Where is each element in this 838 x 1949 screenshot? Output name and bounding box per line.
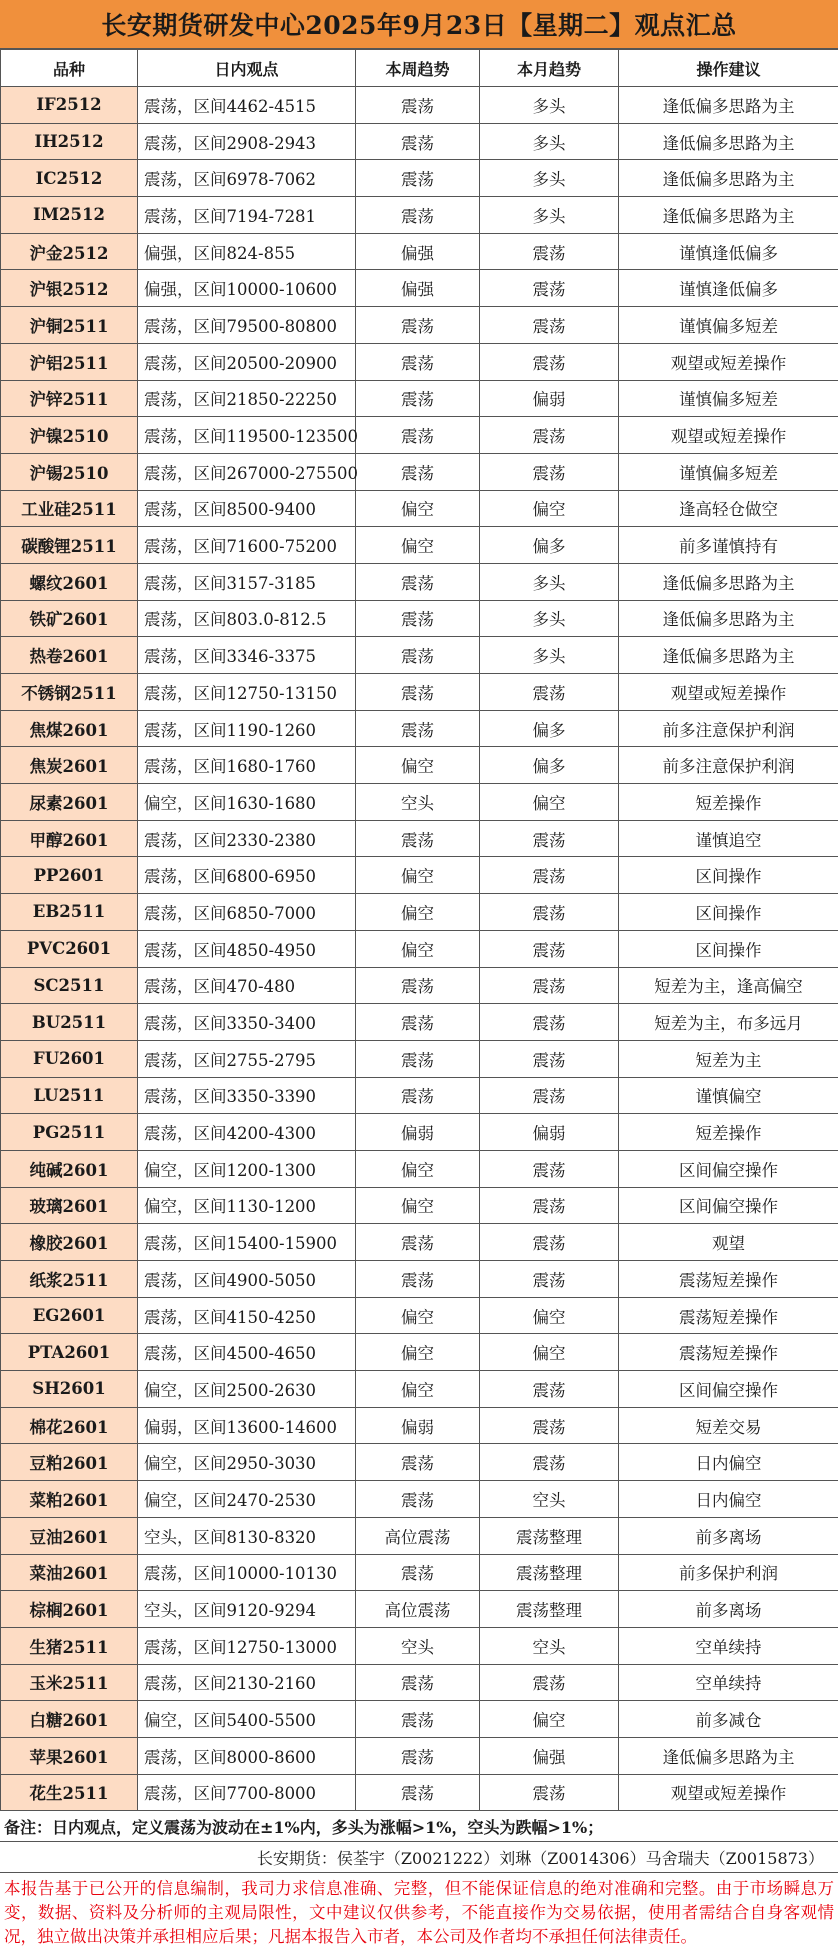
cell-intraday-view: 震荡，区间10000-10130 [138,1554,356,1591]
cell-month-trend: 多头 [480,600,619,637]
cell-week-trend: 震荡 [356,123,480,160]
cell-variety: 橡胶2601 [1,1224,138,1261]
cell-advice: 逢低偏多思路为主 [619,1737,838,1774]
cell-week-trend: 震荡 [356,87,480,124]
cell-variety: 纸浆2511 [1,1261,138,1298]
cell-week-trend: 震荡 [356,820,480,857]
cell-week-trend: 震荡 [356,600,480,637]
cell-advice: 观望或短差操作 [619,1774,838,1811]
cell-intraday-view: 空头，区间8130-8320 [138,1517,356,1554]
cell-month-trend: 空头 [480,1481,619,1518]
cell-intraday-view: 震荡，区间119500-123500 [138,417,356,454]
cell-advice: 逢低偏多思路为主 [619,123,838,160]
cell-week-trend: 震荡 [356,967,480,1004]
cell-variety: 白糖2601 [1,1701,138,1738]
cell-week-trend: 偏空 [356,747,480,784]
cell-intraday-view: 震荡，区间803.0-812.5 [138,600,356,637]
table-row [1,747,838,784]
table-row [1,1774,838,1811]
cell-intraday-view: 震荡，区间3350-3390 [138,1077,356,1114]
cell-variety: 纯碱2601 [1,1150,138,1187]
table-row [1,453,838,490]
cell-week-trend: 高位震荡 [356,1517,480,1554]
cell-advice: 区间偏空操作 [619,1371,838,1408]
cell-month-trend: 偏弱 [480,380,619,417]
table-row [1,87,838,124]
cell-week-trend: 偏空 [356,857,480,894]
table-row [1,1334,838,1371]
cell-variety: PG2511 [1,1114,138,1151]
cell-intraday-view: 偏空，区间2500-2630 [138,1371,356,1408]
cell-month-trend: 震荡 [480,1224,619,1261]
cell-month-trend: 偏空 [480,784,619,821]
table-row [1,894,838,931]
cell-month-trend: 震荡 [480,453,619,490]
cell-intraday-view: 震荡，区间4500-4650 [138,1334,356,1371]
cell-intraday-view: 震荡，区间8500-9400 [138,490,356,527]
table-row [1,1407,838,1444]
table-row [1,1517,838,1554]
cell-variety: 不锈钢2511 [1,674,138,711]
cell-variety: 苹果2601 [1,1737,138,1774]
cell-variety: 沪铝2511 [1,343,138,380]
cell-week-trend: 高位震荡 [356,1591,480,1628]
table-row [1,637,838,674]
cell-month-trend: 多头 [480,87,619,124]
cell-month-trend: 震荡 [480,1774,619,1811]
cell-advice: 区间操作 [619,857,838,894]
cell-intraday-view: 偏空，区间2470-2530 [138,1481,356,1518]
cell-intraday-view: 震荡，区间6850-7000 [138,894,356,931]
cell-variety: 沪银2512 [1,270,138,307]
table-row [1,1481,838,1518]
cell-advice: 区间操作 [619,930,838,967]
cell-month-trend: 多头 [480,563,619,600]
cell-week-trend: 偏空 [356,894,480,931]
cell-month-trend: 震荡 [480,967,619,1004]
cell-advice: 日内偏空 [619,1481,838,1518]
cell-advice: 短差交易 [619,1407,838,1444]
cell-intraday-view: 震荡，区间4200-4300 [138,1114,356,1151]
cell-variety: BU2511 [1,1004,138,1041]
cell-week-trend: 偏空 [356,490,480,527]
cell-month-trend: 震荡整理 [480,1554,619,1591]
cell-variety: 螺纹2601 [1,563,138,600]
cell-month-trend: 偏弱 [480,1114,619,1151]
cell-advice: 逢高轻仓做空 [619,490,838,527]
cell-advice: 逢低偏多思路为主 [619,197,838,234]
cell-intraday-view: 震荡，区间3350-3400 [138,1004,356,1041]
analyst-credits: 长安期货：侯荃宇（Z0021222）刘琳（Z0014306）马舍瑞夫（Z0015873） [0,1842,838,1873]
cell-week-trend: 偏空 [356,1371,480,1408]
cell-week-trend: 震荡 [356,197,480,234]
cell-month-trend: 震荡整理 [480,1591,619,1628]
cell-intraday-view: 偏弱，区间13600-14600 [138,1407,356,1444]
header-week-trend: 本周趋势 [356,50,480,87]
table-row [1,600,838,637]
cell-week-trend: 震荡 [356,160,480,197]
cell-week-trend: 震荡 [356,1444,480,1481]
cell-intraday-view: 震荡，区间1680-1760 [138,747,356,784]
cell-variety: 菜油2601 [1,1554,138,1591]
cell-advice: 区间操作 [619,894,838,931]
cell-week-trend: 震荡 [356,563,480,600]
cell-week-trend: 偏强 [356,270,480,307]
cell-month-trend: 震荡 [480,307,619,344]
cell-advice: 观望 [619,1224,838,1261]
cell-variety: EB2511 [1,894,138,931]
cell-week-trend: 震荡 [356,1040,480,1077]
cell-advice: 前多减仓 [619,1701,838,1738]
cell-intraday-view: 震荡，区间7700-8000 [138,1774,356,1811]
cell-intraday-view: 震荡，区间12750-13000 [138,1627,356,1664]
cell-intraday-view: 震荡，区间4900-5050 [138,1261,356,1298]
cell-month-trend: 震荡 [480,1444,619,1481]
cell-advice: 谨慎偏多短差 [619,453,838,490]
cell-variety: 铁矿2601 [1,600,138,637]
cell-week-trend: 偏空 [356,1150,480,1187]
table-row [1,930,838,967]
cell-intraday-view: 震荡，区间3157-3185 [138,563,356,600]
cell-week-trend: 震荡 [356,307,480,344]
table-row [1,857,838,894]
cell-variety: 沪锌2511 [1,380,138,417]
cell-week-trend: 震荡 [356,380,480,417]
views-table [0,49,838,1811]
cell-week-trend: 偏弱 [356,1114,480,1151]
cell-week-trend: 震荡 [356,710,480,747]
table-row [1,1297,838,1334]
cell-intraday-view: 震荡，区间7194-7281 [138,197,356,234]
header-variety: 品种 [1,50,138,87]
cell-advice: 观望或短差操作 [619,343,838,380]
cell-advice: 观望或短差操作 [619,674,838,711]
cell-month-trend: 震荡 [480,270,619,307]
cell-month-trend: 偏多 [480,710,619,747]
table-header-row [1,50,838,87]
cell-advice: 谨慎偏多短差 [619,380,838,417]
cell-variety: IC2512 [1,160,138,197]
table-row [1,1627,838,1664]
cell-variety: 沪铜2511 [1,307,138,344]
header-intraday: 日内观点 [138,50,356,87]
cell-month-trend: 震荡 [480,894,619,931]
cell-variety: 玉米2511 [1,1664,138,1701]
cell-week-trend: 偏空 [356,1187,480,1224]
cell-month-trend: 多头 [480,197,619,234]
table-row [1,1004,838,1041]
cell-intraday-view: 震荡，区间2130-2160 [138,1664,356,1701]
cell-variety: SH2601 [1,1371,138,1408]
cell-week-trend: 空头 [356,784,480,821]
cell-variety: SC2511 [1,967,138,1004]
cell-intraday-view: 震荡，区间15400-15900 [138,1224,356,1261]
cell-intraday-view: 震荡，区间2330-2380 [138,820,356,857]
cell-intraday-view: 震荡，区间12750-13150 [138,674,356,711]
cell-month-trend: 多头 [480,637,619,674]
table-row [1,1261,838,1298]
cell-week-trend: 偏强 [356,233,480,270]
cell-advice: 空单续持 [619,1664,838,1701]
cell-month-trend: 震荡 [480,674,619,711]
table-row [1,784,838,821]
cell-variety: PTA2601 [1,1334,138,1371]
table-row [1,233,838,270]
cell-advice: 区间偏空操作 [619,1187,838,1224]
cell-variety: 甲醇2601 [1,820,138,857]
cell-advice: 区间偏空操作 [619,1150,838,1187]
table-row [1,710,838,747]
cell-month-trend: 震荡整理 [480,1517,619,1554]
table-row [1,1737,838,1774]
cell-intraday-view: 偏强，区间824-855 [138,233,356,270]
cell-week-trend: 震荡 [356,1701,480,1738]
cell-intraday-view: 震荡，区间6800-6950 [138,857,356,894]
cell-variety: IH2512 [1,123,138,160]
cell-month-trend: 震荡 [480,1261,619,1298]
table-row [1,270,838,307]
cell-week-trend: 偏空 [356,1334,480,1371]
table-row [1,967,838,1004]
table-body [1,87,838,1811]
cell-advice: 前多保护利润 [619,1554,838,1591]
cell-month-trend: 震荡 [480,930,619,967]
cell-month-trend: 震荡 [480,343,619,380]
table-row [1,1701,838,1738]
cell-advice: 前多离场 [619,1591,838,1628]
cell-advice: 震荡短差操作 [619,1297,838,1334]
cell-variety: 棉花2601 [1,1407,138,1444]
cell-month-trend: 震荡 [480,233,619,270]
cell-month-trend: 震荡 [480,820,619,857]
cell-intraday-view: 偏空，区间1130-1200 [138,1187,356,1224]
cell-month-trend: 震荡 [480,1150,619,1187]
cell-variety: PVC2601 [1,930,138,967]
table-row [1,1444,838,1481]
cell-month-trend: 震荡 [480,1187,619,1224]
cell-intraday-view: 空头，区间9120-9294 [138,1591,356,1628]
table-row [1,197,838,234]
cell-month-trend: 多头 [480,123,619,160]
cell-month-trend: 空头 [480,1627,619,1664]
cell-variety: 豆粕2601 [1,1444,138,1481]
cell-month-trend: 震荡 [480,1664,619,1701]
cell-intraday-view: 偏空，区间1630-1680 [138,784,356,821]
cell-intraday-view: 偏空，区间2950-3030 [138,1444,356,1481]
table-row [1,343,838,380]
table-row [1,1591,838,1628]
table-row [1,1664,838,1701]
cell-variety: 工业硅2511 [1,490,138,527]
table-row [1,1554,838,1591]
cell-intraday-view: 震荡，区间4150-4250 [138,1297,356,1334]
cell-variety: 碳酸锂2511 [1,527,138,564]
cell-advice: 逢低偏多思路为主 [619,637,838,674]
cell-variety: 生猪2511 [1,1627,138,1664]
cell-advice: 前多注意保护利润 [619,710,838,747]
table-row [1,1114,838,1151]
cell-advice: 短差操作 [619,784,838,821]
cell-week-trend: 偏空 [356,930,480,967]
table-row [1,563,838,600]
table-row [1,1224,838,1261]
cell-week-trend: 震荡 [356,417,480,454]
table-row [1,160,838,197]
cell-advice: 短差为主 [619,1040,838,1077]
cell-advice: 日内偏空 [619,1444,838,1481]
cell-variety: 沪锡2510 [1,453,138,490]
table-row [1,123,838,160]
table-row [1,674,838,711]
cell-week-trend: 震荡 [356,1554,480,1591]
cell-week-trend: 偏空 [356,1297,480,1334]
cell-month-trend: 偏多 [480,527,619,564]
page-title: 长安期货研发中心2025年9月23日【星期二】观点汇总 [0,0,838,49]
cell-week-trend: 震荡 [356,1261,480,1298]
cell-variety: PP2601 [1,857,138,894]
cell-intraday-view: 偏强，区间10000-10600 [138,270,356,307]
cell-week-trend: 震荡 [356,1004,480,1041]
cell-variety: FU2601 [1,1040,138,1077]
cell-advice: 短差为主，逢高偏空 [619,967,838,1004]
cell-intraday-view: 震荡，区间267000-275500 [138,453,356,490]
cell-variety: LU2511 [1,1077,138,1114]
cell-advice: 空单续持 [619,1627,838,1664]
cell-month-trend: 震荡 [480,1407,619,1444]
cell-month-trend: 偏空 [480,490,619,527]
cell-variety: 焦炭2601 [1,747,138,784]
cell-week-trend: 震荡 [356,1737,480,1774]
table-row [1,380,838,417]
table-row [1,820,838,857]
cell-week-trend: 震荡 [356,637,480,674]
cell-week-trend: 震荡 [356,453,480,490]
cell-month-trend: 震荡 [480,857,619,894]
cell-intraday-view: 震荡，区间6978-7062 [138,160,356,197]
cell-week-trend: 震荡 [356,674,480,711]
header-advice: 操作建议 [619,50,838,87]
cell-month-trend: 震荡 [480,1371,619,1408]
cell-variety: IM2512 [1,197,138,234]
cell-week-trend: 震荡 [356,1664,480,1701]
cell-intraday-view: 震荡，区间2755-2795 [138,1040,356,1077]
cell-advice: 短差操作 [619,1114,838,1151]
cell-advice: 震荡短差操作 [619,1334,838,1371]
table-row [1,527,838,564]
cell-advice: 前多离场 [619,1517,838,1554]
cell-week-trend: 震荡 [356,1224,480,1261]
table-row [1,1077,838,1114]
cell-week-trend: 偏空 [356,527,480,564]
cell-variety: 玻璃2601 [1,1187,138,1224]
cell-advice: 逢低偏多思路为主 [619,563,838,600]
cell-variety: EG2601 [1,1297,138,1334]
table-row [1,1040,838,1077]
cell-intraday-view: 震荡，区间4462-4515 [138,87,356,124]
cell-month-trend: 偏空 [480,1701,619,1738]
cell-advice: 谨慎逢低偏多 [619,233,838,270]
cell-week-trend: 震荡 [356,1077,480,1114]
cell-variety: 热卷2601 [1,637,138,674]
cell-variety: 尿素2601 [1,784,138,821]
cell-month-trend: 震荡 [480,1040,619,1077]
disclaimer: 本报告基于已公开的信息编制，我司力求信息准确、完整，但不能保证信息的绝对准确和完整。由于市场瞬息万变，数据、资料及分析师的主观局限性，文中建议仅供参考，不能直接作为交易依据，使用者需结合自身客观情况，独立做出决策并承担相应后果；凡据本报告入市者，本公司及作者均不承担任何法律责任。 [0,1873,838,1949]
table-row [1,417,838,454]
cell-month-trend: 偏空 [480,1334,619,1371]
cell-week-trend: 震荡 [356,1774,480,1811]
table-row [1,1150,838,1187]
table-row [1,1187,838,1224]
table-row [1,490,838,527]
cell-intraday-view: 偏空，区间1200-1300 [138,1150,356,1187]
cell-month-trend: 震荡 [480,1004,619,1041]
cell-month-trend: 多头 [480,160,619,197]
header-month-trend: 本月趋势 [480,50,619,87]
cell-variety: 焦煤2601 [1,710,138,747]
cell-intraday-view: 震荡，区间71600-75200 [138,527,356,564]
cell-intraday-view: 震荡，区间8000-8600 [138,1737,356,1774]
cell-month-trend: 偏多 [480,747,619,784]
cell-intraday-view: 震荡，区间4850-4950 [138,930,356,967]
cell-advice: 谨慎逢低偏多 [619,270,838,307]
cell-advice: 谨慎追空 [619,820,838,857]
cell-advice: 短差为主，布多远月 [619,1004,838,1041]
cell-intraday-view: 震荡，区间470-480 [138,967,356,1004]
cell-month-trend: 震荡 [480,417,619,454]
cell-week-trend: 震荡 [356,343,480,380]
table-row [1,307,838,344]
cell-advice: 前多谨慎持有 [619,527,838,564]
cell-advice: 逢低偏多思路为主 [619,600,838,637]
cell-advice: 逢低偏多思路为主 [619,160,838,197]
cell-variety: 沪金2512 [1,233,138,270]
cell-week-trend: 震荡 [356,1481,480,1518]
cell-advice: 逢低偏多思路为主 [619,87,838,124]
cell-advice: 谨慎偏空 [619,1077,838,1114]
cell-variety: 菜粕2601 [1,1481,138,1518]
cell-intraday-view: 震荡，区间21850-22250 [138,380,356,417]
cell-intraday-view: 震荡，区间79500-80800 [138,307,356,344]
cell-week-trend: 空头 [356,1627,480,1664]
cell-month-trend: 偏强 [480,1737,619,1774]
cell-variety: 花生2511 [1,1774,138,1811]
cell-advice: 震荡短差操作 [619,1261,838,1298]
cell-intraday-view: 震荡，区间2908-2943 [138,123,356,160]
cell-variety: IF2512 [1,87,138,124]
cell-advice: 观望或短差操作 [619,417,838,454]
cell-variety: 棕榈2601 [1,1591,138,1628]
cell-intraday-view: 震荡，区间3346-3375 [138,637,356,674]
cell-week-trend: 偏弱 [356,1407,480,1444]
cell-intraday-view: 震荡，区间20500-20900 [138,343,356,380]
table-row [1,1371,838,1408]
cell-variety: 沪镍2510 [1,417,138,454]
cell-month-trend: 震荡 [480,1077,619,1114]
cell-intraday-view: 偏空，区间5400-5500 [138,1701,356,1738]
cell-intraday-view: 震荡，区间1190-1260 [138,710,356,747]
cell-advice: 谨慎偏多短差 [619,307,838,344]
cell-advice: 前多注意保护利润 [619,747,838,784]
cell-variety: 豆油2601 [1,1517,138,1554]
cell-month-trend: 偏空 [480,1297,619,1334]
table-note: 备注：日内观点，定义震荡为波动在±1%内，多头为涨幅>1%，空头为跌幅>1%； [0,1811,838,1842]
